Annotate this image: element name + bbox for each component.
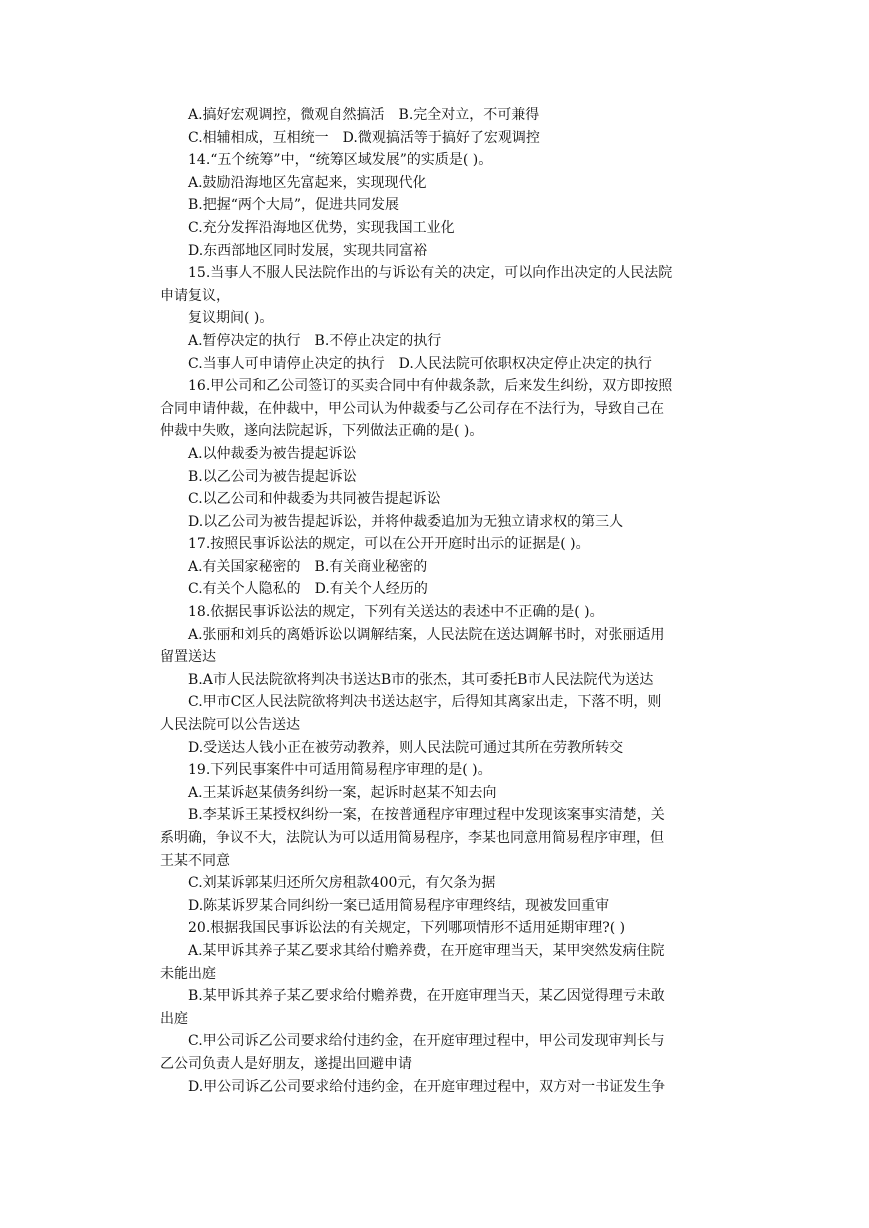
option-continuation: 出庭 (160, 1010, 188, 1027)
option-line: C.甲市C区人民法院欲将判决书送达赵宇，后得知其离家出走，下落不明，则 (188, 694, 662, 711)
option-line: D.以乙公司为被告提起诉讼，并将仲裁委追加为无独立请求权的第三人 (188, 513, 624, 530)
option-line: D.陈某诉罗某合同纠纷一案已适用简易程序审理终结，现被发回重审 (188, 897, 610, 914)
option-line: D.东西部地区同时发展，实现共同富裕 (188, 242, 428, 259)
option-line: A.某甲诉其养子某乙要求其给付赡养费，在开庭审理当天，某甲突然发病住院 (188, 942, 665, 959)
option-line: B.把握“两个大局”，促进共同发展 (188, 197, 400, 214)
option-line: C.当事人可申请停止决定的执行 D.人民法院可依职权决定停止决定的执行 (188, 355, 652, 372)
option-line: B.A市人民法院欲将判决书送达B市的张杰，其可委托B市人民法院代为送达 (188, 671, 654, 688)
question-17: 17.按照民事诉讼法的规定，可以在公开开庭时出示的证据是( )。 (188, 536, 590, 553)
question-16-continuation: 合同申请仲裁，在仲裁中，甲公司认为仲裁委与乙公司存在不法行为，导致自己在 (160, 400, 664, 417)
option-line: C.甲公司诉乙公司要求给付违约金，在开庭审理过程中，甲公司发现审判长与 (188, 1033, 665, 1050)
option-line: B.某甲诉其养子某乙要求给付赡养费，在开庭审理当天，某乙因觉得理亏未敢 (188, 988, 665, 1005)
option-line: B.以乙公司为被告提起诉讼 (188, 468, 357, 485)
question-15: 15.当事人不服人民法院作出的与诉讼有关的决定，可以向作出决定的人民法院 (188, 265, 673, 282)
option-line: A.鼓励沿海地区先富起来，实现现代化 (188, 174, 427, 191)
question-19: 19.下列民事案件中可适用简易程序审理的是( )。 (188, 762, 492, 779)
question-18: 18.依据民事诉讼法的规定，下列有关送达的表述中不正确的是( )。 (188, 604, 604, 621)
option-line: A.以仲裁委为被告提起诉讼 (188, 445, 357, 462)
option-continuation: 人民法院可以公告送达 (160, 717, 300, 734)
option-continuation: 未能出庭 (160, 965, 216, 982)
question-20: 20.根据我国民事诉讼法的有关规定，下列哪项情形不适用延期审理?( ) (188, 920, 626, 937)
option-line: C.以乙公司和仲裁委为共同被告提起诉讼 (188, 491, 441, 508)
option-line: A.暂停决定的执行 B.不停止决定的执行 (188, 332, 442, 349)
option-line: D.甲公司诉乙公司要求给付违约金，在开庭审理过程中，双方对一书证发生争 (188, 1078, 666, 1095)
question-16-continuation: 仲裁中失败，遂向法院起诉，下列做法正确的是( )。 (160, 423, 484, 440)
question-15-continuation: 申请复议， (160, 287, 230, 304)
option-line: D.受送达人钱小正在被劳动教养，则人民法院可通过其所在劳教所转交 (188, 739, 624, 756)
option-continuation: 乙公司负责人是好朋友，遂提出回避申请 (160, 1055, 412, 1072)
option-line: A.王某诉赵某债务纠纷一案，起诉时赵某不知去向 (188, 784, 497, 801)
question-15-continuation: 复议期间( )。 (188, 310, 274, 327)
document-body (160, 104, 714, 1098)
option-line: C.有关个人隐私的 D.有关个人经历的 (188, 581, 428, 598)
option-line: C.刘某诉郭某归还所欠房租款400元，有欠条为据 (188, 875, 496, 892)
option-line: A.张丽和刘兵的离婚诉讼以调解结案，人民法院在送达调解书时，对张丽适用 (188, 626, 665, 643)
option-continuation: 系明确，争议不大，法院认为可以适用简易程序，李某也同意用简易程序审理，但 (160, 830, 664, 846)
option-line: A.搞好宏观调控，微观自然搞活 B.完全对立，不可兼得 (188, 107, 540, 123)
option-line: C.相辅相成，互相统一 D.微观搞活等于搞好了宏观调控 (188, 129, 540, 146)
question-14: 14.“五个统筹”中，“统筹区域发展”的实质是( )。 (188, 152, 493, 169)
question-16: 16.甲公司和乙公司签订的买卖合同中有仲裁条款，后来发生纠纷，双方即按照 (188, 378, 673, 395)
option-line: A.有关国家秘密的 B.有关商业秘密的 (188, 558, 428, 575)
option-continuation: 王某不同意 (160, 852, 230, 869)
option-line: B.李某诉王某授权纠纷一案，在按普通程序审理过程中发现该案事实清楚，关 (188, 807, 665, 824)
option-line: C.充分发挥沿海地区优势，实现我国工业化 (188, 219, 455, 236)
option-continuation: 留置送达 (160, 649, 216, 666)
